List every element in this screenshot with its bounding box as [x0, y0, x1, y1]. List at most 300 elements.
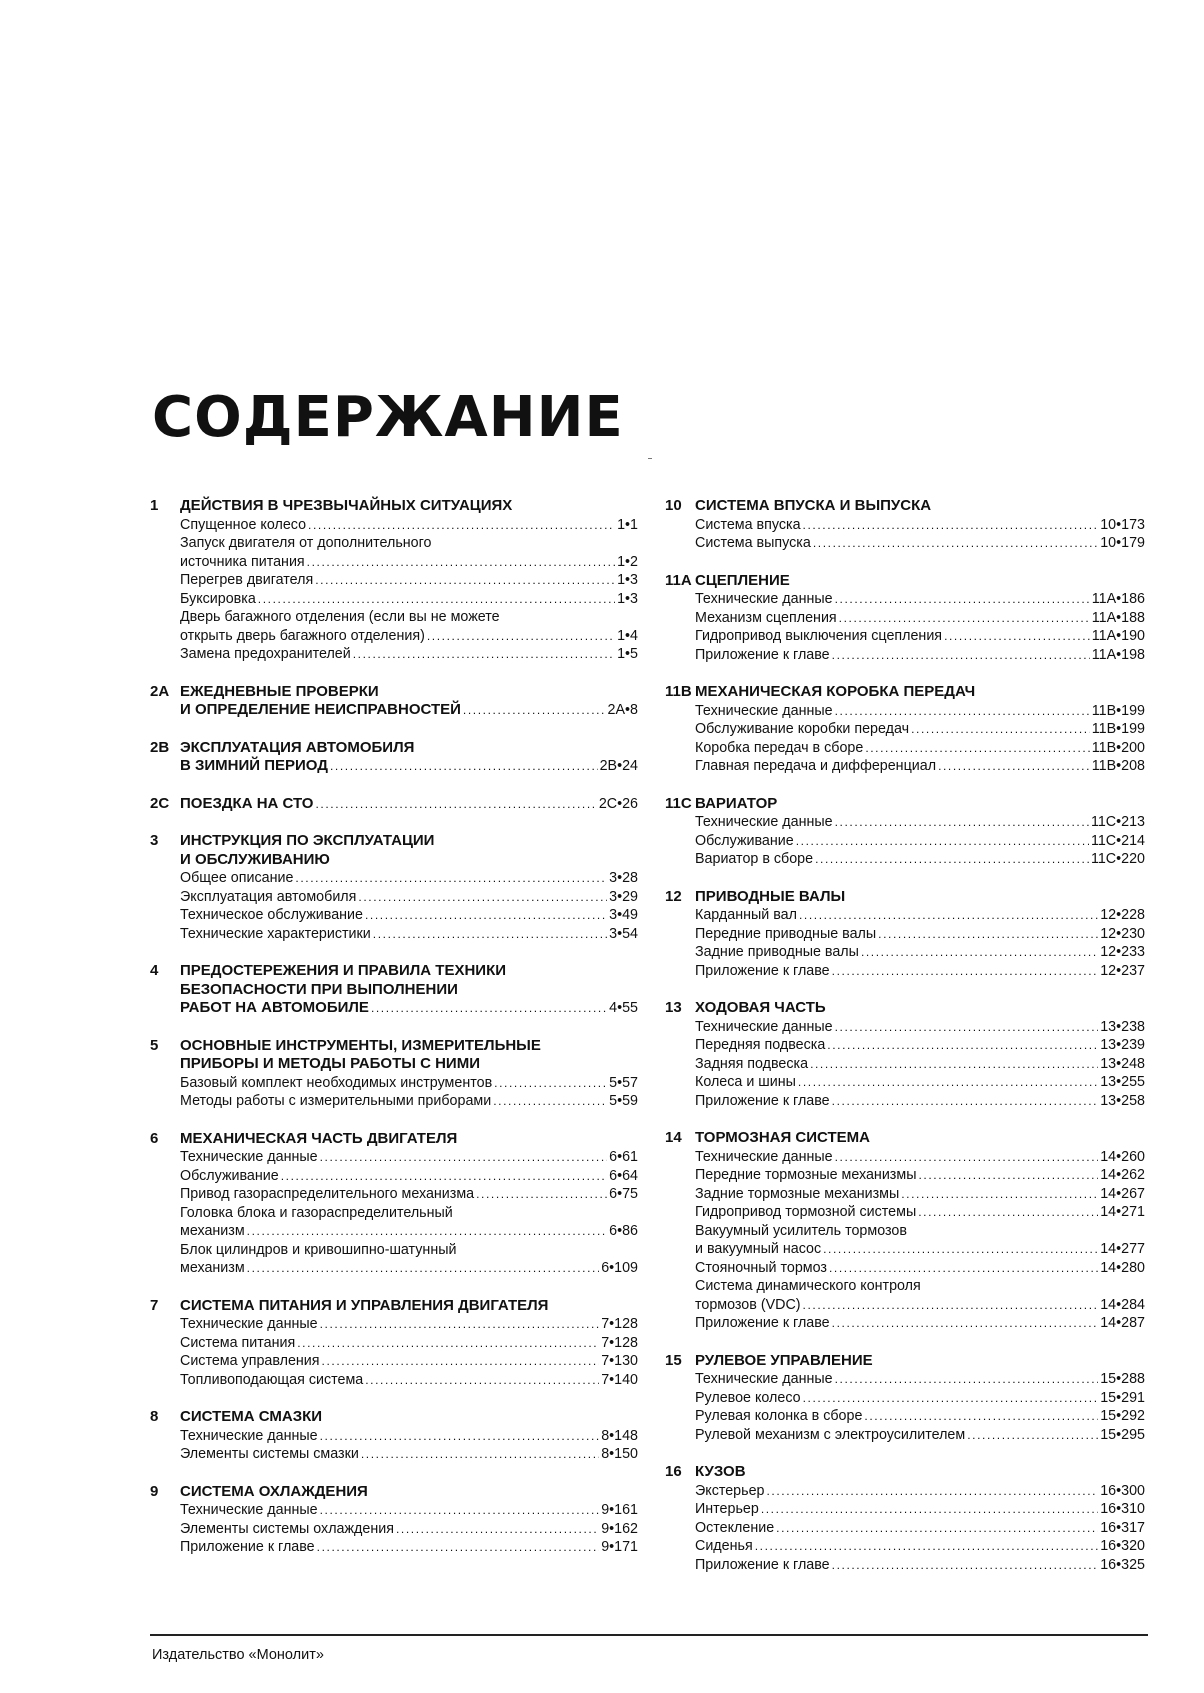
page-number: 9•162: [601, 1520, 638, 1537]
page-number: 6•75: [609, 1186, 638, 1202]
section-title: СИСТЕМА ПИТАНИЯ И УПРАВЛЕНИЯ ДВИГАТЕЛЯ: [180, 1296, 549, 1314]
dot-leader: [371, 999, 607, 1018]
dot-leader: [796, 832, 1089, 851]
dot-leader: [361, 1445, 599, 1464]
dot-leader: [330, 757, 598, 776]
page-number: 14•260: [1100, 1148, 1145, 1165]
dot-leader: [297, 1334, 599, 1353]
page-number: 11B•200: [1091, 739, 1145, 756]
toc-entry[interactable]: [695, 1240, 1145, 1259]
toc-entry[interactable]: [695, 850, 1145, 869]
toc-entry[interactable]: [695, 1370, 1145, 1389]
toc-entry-text: Запуск двигателя от дополнительного: [180, 535, 432, 551]
section-title: РУЛЕВОЕ УПРАВЛЕНИЕ: [695, 1351, 873, 1369]
dot-leader: [247, 1222, 607, 1241]
toc-entry[interactable]: [695, 1073, 1145, 1092]
toc-entry[interactable]: [695, 702, 1145, 721]
toc-entry-label: источника питания: [180, 553, 305, 570]
section-number: 1: [150, 497, 159, 514]
toc-entry-label: Техническое обслуживание: [180, 907, 363, 923]
dot-leader: [911, 720, 1090, 739]
toc-entry[interactable]: [695, 609, 1145, 628]
dot-leader: [861, 943, 1098, 962]
section-number: 7: [150, 1296, 159, 1314]
toc-entry[interactable]: [180, 516, 638, 535]
toc-entry-label: Спущенное колесо: [180, 516, 307, 533]
page-number: 5•57: [609, 1074, 638, 1091]
section-title: И ОБСЛУЖИВАНИЮ: [180, 850, 330, 868]
toc-entry-label: Задние тормозные механизмы: [695, 1185, 900, 1202]
toc-entry-text: Дверь багажного отделения (если вы не можете: [180, 609, 500, 625]
dot-leader: [308, 516, 615, 535]
toc-entry[interactable]: [695, 1166, 1145, 1185]
dot-leader: [494, 1074, 607, 1093]
dot-leader: [835, 1370, 1099, 1389]
page-number: 11B•208: [1091, 758, 1145, 774]
toc-entry-label: Система впуска: [695, 516, 801, 533]
toc-entry[interactable]: [180, 925, 638, 944]
dot-leader: [755, 1537, 1099, 1556]
toc-entry-label: Технические данные: [695, 1148, 833, 1165]
toc-section: [150, 497, 638, 664]
page-number: 11C•220: [1090, 851, 1145, 867]
footer-rule: [150, 1634, 1148, 1636]
dot-leader: [835, 702, 1090, 721]
section-title-link[interactable]: [180, 757, 638, 776]
page-number: 7•140: [601, 1371, 638, 1388]
toc-entry[interactable]: [180, 627, 638, 646]
toc-entry[interactable]: [695, 813, 1145, 832]
toc-entry[interactable]: [695, 1519, 1145, 1538]
page-number: 8•148: [601, 1427, 638, 1444]
page-number: 11B•199: [1091, 702, 1145, 719]
toc-entry[interactable]: [695, 1203, 1145, 1222]
dot-leader: [835, 590, 1090, 609]
dot-leader: [258, 590, 615, 609]
page-number: 15•288: [1100, 1371, 1145, 1387]
toc-entry[interactable]: [695, 590, 1145, 609]
section-number: 12: [665, 887, 682, 905]
section-number: 2A: [150, 682, 170, 700]
toc-entry[interactable]: [695, 1389, 1145, 1408]
toc-entry-label: Карданный вал: [695, 907, 797, 923]
dot-leader: [396, 1520, 599, 1539]
page-number: 11A•188: [1091, 609, 1145, 626]
page-number: 15•292: [1100, 1408, 1145, 1424]
dot-leader: [427, 627, 615, 646]
page-number: 15•291: [1100, 1389, 1145, 1406]
page-number: 3•28: [609, 870, 638, 886]
toc-entry[interactable]: [695, 1500, 1145, 1519]
dot-leader: [365, 906, 607, 925]
toc-section: [150, 832, 638, 943]
page-number: 12•237: [1100, 962, 1145, 979]
page-number: 12•230: [1100, 925, 1145, 942]
toc-entry[interactable]: [180, 1259, 638, 1278]
toc-entry-label: Обслуживание: [180, 1167, 279, 1184]
publisher-footer: Издательство «Монолит»: [152, 1647, 324, 1663]
dot-leader: [815, 850, 1089, 869]
dot-leader: [938, 757, 1090, 776]
toc-entry[interactable]: [180, 1427, 638, 1446]
section-title-link-label: ПОЕЗДКА НА СТО: [180, 794, 314, 812]
toc-entry-label: Система питания: [180, 1334, 296, 1351]
page-number: 6•64: [609, 1167, 638, 1184]
toc-entry-label: Интерьер: [695, 1501, 759, 1517]
page-number: 13•258: [1100, 1092, 1145, 1109]
toc-entry-label: Стояночный тормоз: [695, 1259, 827, 1276]
section-title: ПРИВОДНЫЕ ВАЛЫ: [695, 887, 846, 905]
toc-entry-label: Рулевая колонка в сборе: [695, 1408, 863, 1424]
toc-entry[interactable]: [695, 962, 1145, 981]
toc-section: [665, 888, 1145, 981]
dot-leader: [315, 571, 615, 590]
page-number: 1•3: [617, 590, 638, 607]
dot-leader: [810, 1055, 1098, 1074]
section-title-link[interactable]: [180, 701, 638, 720]
toc-section: [150, 739, 638, 776]
toc-entry[interactable]: [695, 627, 1145, 646]
toc-entry-label: Система выпуска: [695, 535, 811, 551]
dot-leader: [829, 1259, 1098, 1278]
toc-entry-label: Технические данные: [180, 1316, 318, 1332]
toc-entry[interactable]: [695, 1407, 1145, 1426]
toc-section: [665, 1129, 1145, 1333]
toc-entry[interactable]: [695, 646, 1145, 665]
dot-leader: [832, 1092, 1099, 1111]
toc-entry[interactable]: [180, 1334, 638, 1353]
toc-entry-label: Технические данные: [695, 814, 833, 830]
toc-section: [665, 999, 1145, 1110]
dot-leader: [865, 739, 1089, 758]
section-title-link-label: В ЗИМНИЙ ПЕРИОД: [180, 757, 328, 774]
toc-entry-label: Приложение к главе: [695, 962, 830, 979]
section-number: 11A: [665, 571, 692, 589]
toc-entry-label: Обслуживание коробки передач: [695, 721, 910, 737]
page-number: 9•161: [601, 1502, 638, 1518]
section-title: МЕХАНИЧЕСКАЯ ЧАСТЬ ДВИГАТЕЛЯ: [180, 1129, 458, 1147]
toc-entry[interactable]: [695, 1482, 1145, 1501]
toc-entry[interactable]: [180, 1148, 638, 1167]
toc-entry[interactable]: [695, 1296, 1145, 1315]
toc-entry[interactable]: [180, 1371, 638, 1390]
toc-entry[interactable]: [695, 925, 1145, 944]
toc-entry-label: Элементы системы смазки: [180, 1446, 359, 1462]
dot-leader: [766, 1482, 1098, 1501]
section-number: 9: [150, 1482, 159, 1500]
section-title: ПРЕДОСТЕРЕЖЕНИЯ И ПРАВИЛА ТЕХНИКИ: [180, 962, 507, 979]
page-number: 15•295: [1100, 1426, 1145, 1443]
toc-entry-text: Вакуумный усилитель тормозов: [695, 1222, 907, 1239]
page-number: 14•271: [1100, 1204, 1145, 1220]
toc-entry-label: Приложение к главе: [180, 1539, 315, 1555]
toc-entry-label: Эксплуатация автомобиля: [180, 888, 357, 905]
toc-entry[interactable]: [695, 1018, 1145, 1037]
section-number: 2C: [150, 794, 170, 812]
toc-entry-label: Технические данные: [180, 1427, 318, 1444]
dot-leader: [281, 1167, 607, 1186]
dot-leader: [761, 1500, 1098, 1519]
section-title: ПРИБОРЫ И МЕТОДЫ РАБОТЫ С НИМИ: [180, 1055, 480, 1072]
toc-entry[interactable]: [695, 757, 1145, 776]
toc-entry[interactable]: [695, 1185, 1145, 1204]
dot-leader: [832, 962, 1099, 981]
page-number: 4•55: [609, 1000, 638, 1016]
section-number: 16: [665, 1463, 682, 1480]
section-title: БЕЗОПАСНОСТИ ПРИ ВЫПОЛНЕНИИ: [180, 980, 458, 998]
dot-leader: [320, 1315, 600, 1334]
toc-entry-label: Приложение к главе: [695, 1556, 830, 1573]
page-number: 14•284: [1100, 1296, 1145, 1313]
page-number: 12•228: [1100, 907, 1145, 923]
toc-entry-label: Топливоподающая система: [180, 1371, 364, 1388]
section-title: КУЗОВ: [695, 1463, 746, 1480]
dot-leader: [835, 813, 1089, 832]
toc-entry-label: Методы работы с измерительными приборами: [180, 1093, 492, 1109]
toc-entry-label: Технические данные: [695, 702, 833, 719]
dot-leader: [365, 1371, 599, 1390]
toc-entry-label: Технические характеристики: [180, 925, 371, 942]
toc-entry[interactable]: [695, 1055, 1145, 1074]
page-number: 1•3: [617, 572, 638, 588]
toc-entry[interactable]: [695, 1092, 1145, 1111]
page-number: 11C•213: [1090, 814, 1145, 830]
toc-entry[interactable]: [695, 1537, 1145, 1556]
toc-section: [665, 572, 1145, 665]
page-number: 10•179: [1100, 535, 1145, 551]
dot-leader: [878, 925, 1098, 944]
page-number: 12•233: [1100, 944, 1145, 960]
page-number: 11B•199: [1091, 721, 1145, 737]
toc-section: [665, 795, 1145, 869]
dot-leader: [493, 1092, 607, 1111]
section-title: СЦЕПЛЕНИЕ: [695, 571, 790, 589]
toc-entry[interactable]: [180, 1501, 638, 1520]
dot-leader: [832, 1556, 1099, 1575]
toc-section: [150, 1297, 638, 1390]
toc-entry[interactable]: [180, 1167, 638, 1186]
toc-entry-label: Гидропривод тормозной системы: [695, 1204, 917, 1220]
dot-leader: [901, 1185, 1098, 1204]
section-number: 14: [665, 1129, 682, 1146]
section-number: 11C: [665, 794, 692, 812]
toc-entry-label: Главная передача и дифференциал: [695, 758, 937, 774]
toc-entry[interactable]: [695, 516, 1145, 535]
dot-leader: [839, 609, 1090, 628]
page-number: 3•29: [609, 888, 638, 905]
toc-section: [665, 1352, 1145, 1445]
toc-section: [665, 683, 1145, 776]
toc-entry-label: Передние тормозные механизмы: [695, 1167, 917, 1183]
page-number: 14•277: [1100, 1241, 1145, 1257]
dot-leader: [776, 1519, 1098, 1538]
dot-leader: [835, 1148, 1099, 1167]
section-title: СИСТЕМА ОХЛАЖДЕНИЯ: [180, 1482, 368, 1500]
dot-leader: [827, 1036, 1098, 1055]
toc-entry-label: Рулевое колесо: [695, 1389, 801, 1406]
toc-entry[interactable]: [180, 571, 638, 590]
page-number: 7•128: [601, 1316, 638, 1332]
toc-entry-label: Задние приводные валы: [695, 944, 859, 960]
toc-entry[interactable]: [695, 832, 1145, 851]
toc-entry[interactable]: [695, 1426, 1145, 1445]
page-number: 1•5: [617, 646, 638, 662]
dot-leader: [832, 1314, 1099, 1333]
toc-section: [150, 1408, 638, 1464]
toc-entry-label: Рулевой механизм с электроусилителем: [695, 1426, 966, 1443]
section-number: 2B: [150, 738, 170, 756]
page-number: 13•239: [1100, 1037, 1145, 1053]
toc-entry-text: Блок цилиндров и кривошипно-шатунный: [180, 1241, 457, 1258]
page-number: 2C•26: [598, 795, 638, 812]
toc-entry[interactable]: [180, 1315, 638, 1334]
toc-entry[interactable]: [180, 1352, 638, 1371]
toc-entry-label: Замена предохранителей: [180, 646, 351, 662]
page-number: 8•150: [601, 1446, 638, 1462]
dot-leader: [799, 906, 1098, 925]
dot-leader: [835, 1018, 1099, 1037]
toc-entry[interactable]: [180, 1520, 638, 1539]
dot-leader: [317, 1538, 600, 1557]
section-title: ДЕЙСТВИЯ В ЧРЕЗВЫЧАЙНЫХ СИТУАЦИЯХ: [180, 497, 513, 514]
toc-entry-label: Привод газораспределительного механизма: [180, 1186, 475, 1202]
page-number: 1•4: [617, 627, 638, 644]
section-number: 3: [150, 832, 159, 849]
toc-entry[interactable]: [695, 906, 1145, 925]
toc-entry-label: Базовый комплект необходимых инструментов: [180, 1074, 493, 1091]
toc-entry[interactable]: [180, 590, 638, 609]
dot-leader: [918, 1166, 1098, 1185]
toc-entry[interactable]: [695, 1314, 1145, 1333]
toc-entry[interactable]: [180, 1538, 638, 1557]
dot-leader: [322, 1352, 600, 1371]
toc-entry[interactable]: [695, 534, 1145, 553]
dot-leader: [320, 1501, 600, 1520]
toc-entry-label: Вариатор в сборе: [695, 851, 814, 867]
dot-leader: [803, 1389, 1099, 1408]
toc-entry-label: тормозов (VDC): [695, 1296, 801, 1313]
toc-entry[interactable]: [180, 906, 638, 925]
dot-leader: [463, 701, 606, 720]
toc-entry-label: Элементы системы охлаждения: [180, 1520, 394, 1537]
toc-entry[interactable]: [695, 1259, 1145, 1278]
section-number: 15: [665, 1351, 682, 1369]
toc-section: [150, 1130, 638, 1278]
toc-entry-label: механизм: [180, 1223, 245, 1239]
section-number: 6: [150, 1129, 159, 1147]
toc-entry[interactable]: [180, 553, 638, 572]
dot-leader: [967, 1426, 1098, 1445]
section-title: ОСНОВНЫЕ ИНСТРУМЕНТЫ, ИЗМЕРИТЕЛЬНЫЕ: [180, 1036, 541, 1054]
toc-entry-label: Гидропривод выключения сцепления: [695, 628, 943, 644]
page-number: 2A•8: [607, 702, 638, 718]
dot-leader: [823, 1240, 1098, 1259]
section-title-link[interactable]: [180, 999, 638, 1018]
dot-leader: [315, 795, 596, 814]
toc-entry-label: Передние приводные валы: [695, 925, 877, 942]
page-number: 2B•24: [599, 758, 638, 774]
page-number: 6•109: [601, 1260, 638, 1276]
page-number: 16•310: [1100, 1501, 1145, 1517]
section-title-link-label: РАБОТ НА АВТОМОБИЛЕ: [180, 999, 369, 1016]
page-number: 14•280: [1100, 1259, 1145, 1276]
toc-entry-label: Приложение к главе: [695, 1315, 830, 1331]
toc-entry[interactable]: [180, 1074, 638, 1093]
toc-entry[interactable]: [695, 1556, 1145, 1575]
page-number: 11A•190: [1091, 628, 1145, 644]
toc-section: [150, 683, 638, 720]
toc-entry-label: Сиденья: [695, 1538, 753, 1554]
section-title: СИСТЕМА ВПУСКА И ВЫПУСКА: [695, 497, 932, 514]
toc-entry-label: Экстерьер: [695, 1482, 765, 1499]
toc-entry[interactable]: [180, 1185, 638, 1204]
page-number: 3•49: [609, 907, 638, 923]
page-number: 16•300: [1100, 1482, 1145, 1499]
toc-entry-label: Коробка передач в сборе: [695, 739, 864, 756]
toc-entry-label: механизм: [180, 1260, 245, 1276]
page-title: СОДЕРЖАНИЕ: [152, 385, 624, 450]
page-number: 6•61: [609, 1149, 638, 1165]
toc-entry[interactable]: [695, 1148, 1145, 1167]
toc-column-left: [150, 497, 638, 1576]
dot-leader: [373, 925, 607, 944]
toc-entry[interactable]: [180, 1445, 638, 1464]
toc-entry-label: Технические данные: [180, 1149, 318, 1165]
page-number: 13•255: [1100, 1074, 1145, 1090]
toc-entry-label: Система управления: [180, 1353, 320, 1369]
toc-section: [665, 1463, 1145, 1574]
toc-entry[interactable]: [180, 1092, 638, 1111]
toc-entry-label: Передняя подвеска: [695, 1037, 826, 1053]
page-number: 16•325: [1100, 1556, 1145, 1573]
page-number: 11A•198: [1091, 646, 1145, 663]
section-number: 10: [665, 497, 682, 514]
dot-leader: [832, 646, 1090, 665]
section-number: 8: [150, 1408, 159, 1425]
dot-leader: [944, 627, 1090, 646]
toc-section: [150, 1037, 638, 1111]
toc-entry-text: Головка блока и газораспределительный: [180, 1204, 453, 1221]
page-number: 14•287: [1100, 1315, 1145, 1331]
page-number: 11A•186: [1091, 591, 1145, 607]
toc-entry[interactable]: [695, 739, 1145, 758]
toc-entry-label: Технические данные: [180, 1502, 318, 1518]
section-title: ИНСТРУКЦИЯ ПО ЭКСПЛУАТАЦИИ: [180, 832, 435, 849]
section-title-link[interactable]: [180, 795, 638, 814]
section-title: МЕХАНИЧЕСКАЯ КОРОБКА ПЕРЕДАЧ: [695, 683, 976, 700]
page-number: 10•173: [1100, 516, 1145, 533]
toc-entry-label: Механизм сцепления: [695, 609, 837, 626]
section-title: СИСТЕМА СМАЗКИ: [180, 1408, 323, 1425]
toc-entry[interactable]: [180, 869, 638, 888]
dot-leader: [803, 516, 1099, 535]
toc-section: [150, 962, 638, 1018]
toc-entry[interactable]: [695, 720, 1145, 739]
page-number: 6•86: [609, 1223, 638, 1239]
toc-entry-label: Буксировка: [180, 590, 256, 607]
toc-entry[interactable]: [180, 888, 638, 907]
toc-entry[interactable]: [180, 1222, 638, 1241]
toc-entry-label: Задняя подвеска: [695, 1055, 809, 1072]
toc-entry[interactable]: [695, 1036, 1145, 1055]
toc-entry[interactable]: [695, 943, 1145, 962]
dot-leader: [320, 1148, 608, 1167]
toc-entry-label: открыть дверь багажного отделения): [180, 627, 425, 644]
toc-entry[interactable]: [180, 645, 638, 664]
toc-section: [150, 1483, 638, 1557]
page-number: 1•2: [617, 553, 638, 570]
page-number: 5•59: [609, 1093, 638, 1109]
